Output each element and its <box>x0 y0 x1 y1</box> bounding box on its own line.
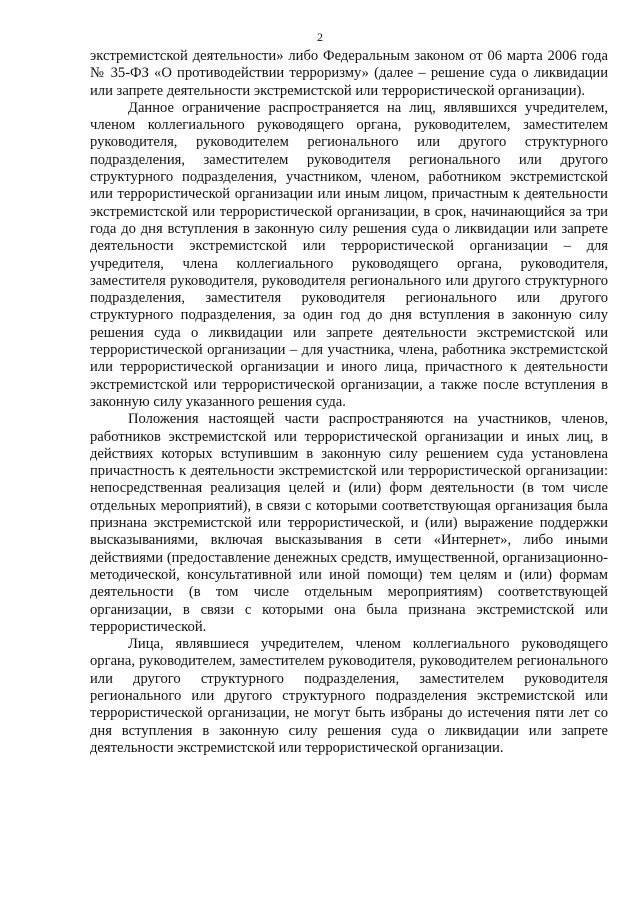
paragraph-continuation: экстремистской деятельности» либо Федеральным законом от 06 марта 2006 года № 35-ФЗ «О противодействии терроризму» (далее – решение суда о ликвидации или запрете деятельности экстремистской или террористической организации). <box>90 48 608 99</box>
page-number: 2 <box>317 30 323 44</box>
paragraph-participation-provisions: Положения настоящей части распространяются на участников, членов, работников экстремистской или террористической организации и иных лиц, в действиях которых вступившим в законную силу решением суда установлена причастность к деятельности экстремистской или террористической организации: непосредственная реализация целей и (или) форм деятельности (в том числе отдельных мероприятий), в связи с которыми соответствующая организация была признана экстремистской или террористической, и (или) выражение поддержки высказываниями, включая высказывания в сети «Интернет», либо иными действиями (предоставление денежных средств, имущественной, организационно-методической, консультативной или иной помощи) тем целям и (или) формам деятельности (в том числе отдельным мероприятиям) соответствующей организации, в связи с которыми она была признана экстремистской или террористической. <box>90 411 608 635</box>
paragraph-restriction-scope: Данное ограничение распространяется на лиц, являвшихся учредителем, членом коллегиального руководящего органа, руководителем, заместителем руководителя, руководителем регионального или другого структурного подразделения, заместителем руководителя регионального или другого структурного подразделения, участником, членом, работником экстремистской или террористической организации или иным лицом, причастным к деятельности экстремистской или террористической организации, в срок, начинающийся за три года до дня вступления в законную силу решения суда о ликвидации или запрете деятельности экстремистской или террористической организации – для учредителя, члена коллегиального руководящего органа, руководителя, заместителя руководителя, руководителя регионального или другого структурного подразделения, заместителя руководителя регионального или другого структурного подразделения, за один год до дня вступления в законную силу решения суда о ликвидации или запрете деятельности экстремистской или террористической организации – для участника, члена, работника экстремистской или террористической организации и иного лица, причастного к деятельности экстремистской или террористической организации, а также после вступления в законную силу указанного решения суда. <box>90 99 608 410</box>
document-body <box>90 48 608 757</box>
paragraph-election-ban: Лица, являвшиеся учредителем, членом коллегиального руководящего органа, руководителем, заместителем руководителя, руководителем регионального или другого структурного подразделения, заместителем руководителя регионального или другого структурного подразделения экстремистской или террористической организации, не могут быть избраны до истечения пяти лет со дня вступления в законную силу решения суда о ликвидации или запрете деятельности экстремистской или террористической организации. <box>90 636 608 756</box>
